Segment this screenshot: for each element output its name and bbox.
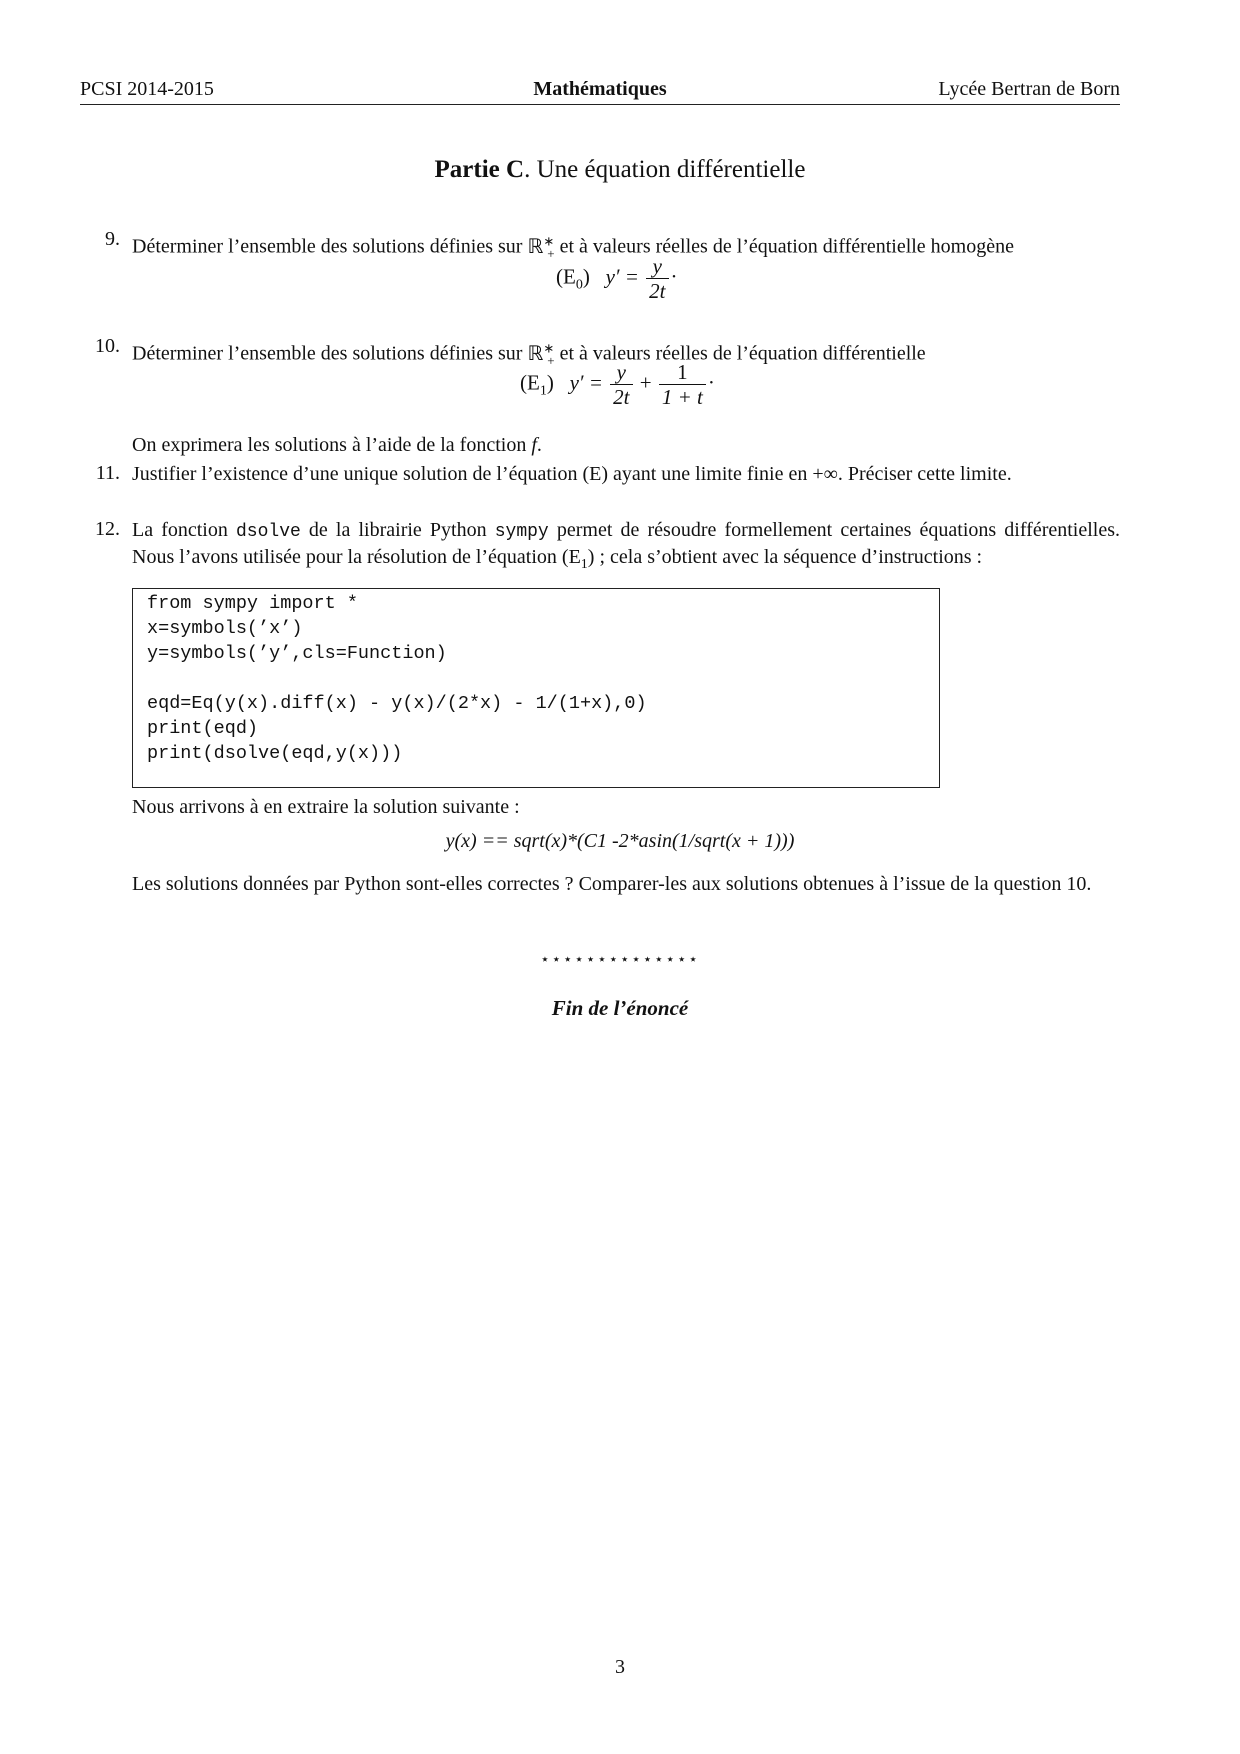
equation-e0: $(E_0) y'$ = $\frac{y}{2t}$ · xyxy=(556,254,678,303)
header-subject: Mathématiques xyxy=(533,78,667,100)
section-label: Partie C xyxy=(434,156,525,183)
equation-e1: $(E_1) y'$ = $\frac{y}{2t}$ + $\frac{1}{1 + t}$ · xyxy=(520,360,715,409)
header-rule xyxy=(80,104,1120,105)
question-10-number: 10. xyxy=(95,335,120,357)
question-9-number: 9. xyxy=(105,228,120,250)
code-line: eqd=Eq(y(x).diff(x) - y(x)/(2*x) - 1/(1+x),0) xyxy=(147,693,647,714)
question-10-text: Déterminer l’ensemble des solutions définies sur ℝ∗$_+$ et à valeurs réelles de l’équation différentielle xyxy=(132,340,926,368)
question-10-note: On exprimera les solutions à l’aide de la fonction f. xyxy=(132,434,542,456)
fraction-1-over-1-plus-t: $\frac{1}{1 + t}$ xyxy=(659,360,706,409)
header-class-year: PCSI 2014-2015 xyxy=(80,78,214,100)
section-name: . Une équation différentielle xyxy=(524,156,806,183)
page-number: 3 xyxy=(615,1656,625,1678)
question-9-text: Déterminer l’ensemble des solutions définies sur ℝ∗$_+$ et à valeurs réelles de l’équation différentielle homogène xyxy=(132,233,1014,261)
code-line: print(eqd) xyxy=(147,718,259,739)
header-school: Lycée Bertran de Born xyxy=(938,78,1120,100)
question-12-text: La fonction dsolve de la librairie Python sympy permet de résoudre formellement certaines équations différentielles. Nous l’avons utilisée pour la résolution de l’équation $(E_1)$ ; cela s’obtient avec la séquence d’instructions : xyxy=(132,519,1120,572)
code-line: from sympy import * xyxy=(147,593,358,614)
python-code-block xyxy=(132,588,940,788)
domain-r-plus-star: ℝ∗$_+$ xyxy=(527,233,555,261)
code-line: y=symbols(’y’,cls=Function) xyxy=(147,643,447,664)
closing-question: Les solutions données par Python sont-elles correctes ? Comparer-les aux solutions obtenues à l’issue de la question 10. xyxy=(132,873,1092,895)
end-of-statement: Fin de l’énoncé xyxy=(551,996,689,1020)
after-code-text: Nous arrivons à en extraire la solution suivante : xyxy=(132,796,520,818)
sympy-result: y(x) == sqrt(x)*(C1 -2*asin(1/sqrt(x + 1))) xyxy=(445,830,795,852)
question-12-number: 12. xyxy=(95,518,120,540)
inline-code-sympy: sympy xyxy=(494,522,549,542)
question-11-number: 11. xyxy=(95,462,120,484)
separator-stars: ⋆⋆⋆⋆⋆⋆⋆⋆⋆⋆⋆⋆⋆⋆ xyxy=(540,950,700,968)
fraction-y-over-2t: $\frac{y}{2t}$ xyxy=(646,254,668,303)
fraction-y-over-2t: $\frac{y}{2t}$ xyxy=(610,360,632,409)
question-11-text: Justifier l’existence d’une unique solution de l’équation (E) ayant une limite finie en +∞. Préciser cette limite. xyxy=(132,463,1012,485)
section-title xyxy=(0,156,1240,184)
code-line: print(dsolve(eqd,y(x))) xyxy=(147,743,403,764)
code-line: x=symbols(’x’) xyxy=(147,618,303,639)
inline-code-dsolve: dsolve xyxy=(236,522,301,542)
running-header xyxy=(80,78,1120,104)
